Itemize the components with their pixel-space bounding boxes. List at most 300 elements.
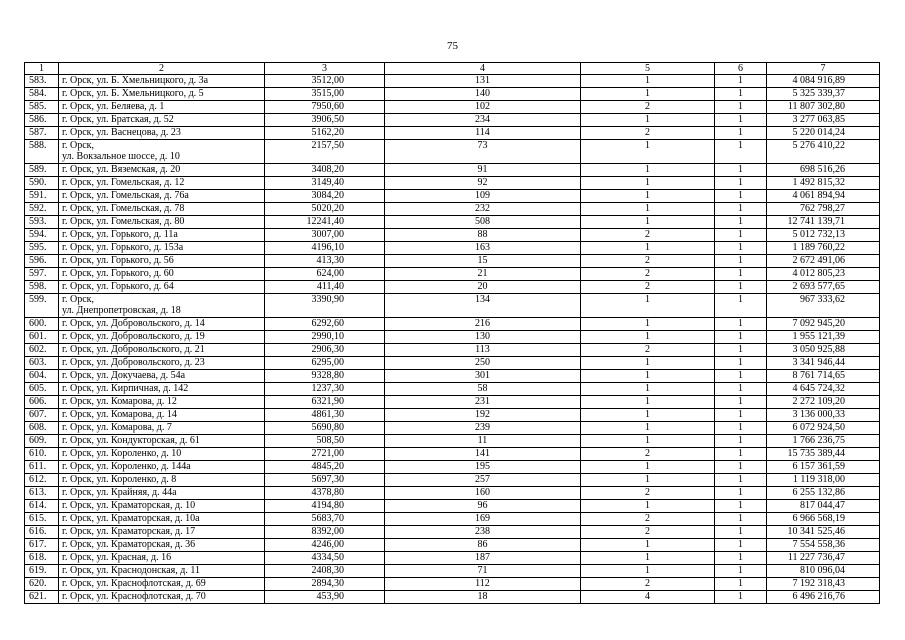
cost-cell: 1 119 318,00 xyxy=(767,474,880,487)
table-row xyxy=(25,294,880,318)
cost-cell: 6 966 568,19 xyxy=(767,513,880,526)
table-row xyxy=(25,190,880,203)
address-cell: г. Орск, ул. Крайняя, д. 44а xyxy=(59,487,265,500)
residents-cell: 250 xyxy=(385,357,581,370)
table-row xyxy=(25,461,880,474)
table-row xyxy=(25,75,880,88)
row-number: 619. xyxy=(25,565,59,578)
row-number: 613. xyxy=(25,487,59,500)
col6-cell: 1 xyxy=(715,409,767,422)
address-cell: г. Орск, ул. Беляева, д. 1 xyxy=(59,101,265,114)
table-row xyxy=(25,448,880,461)
col6-cell: 1 xyxy=(715,526,767,539)
table-row xyxy=(25,565,880,578)
address-cell: г. Орск, ул. Добровольского, д. 14 xyxy=(59,318,265,331)
col6-cell: 1 xyxy=(715,140,767,164)
col6-cell: 1 xyxy=(715,216,767,229)
col5-cell: 1 xyxy=(581,140,715,164)
col5-cell: 2 xyxy=(581,268,715,281)
residents-cell: 140 xyxy=(385,88,581,101)
residents-cell: 58 xyxy=(385,383,581,396)
table-row xyxy=(25,578,880,591)
col5-cell: 1 xyxy=(581,164,715,177)
area-cell: 2408,30 xyxy=(265,565,385,578)
table-row xyxy=(25,140,880,164)
table-row xyxy=(25,101,880,114)
col5-cell: 1 xyxy=(581,177,715,190)
table-row xyxy=(25,591,880,604)
column-header: 1 xyxy=(25,63,59,75)
area-cell: 8392,00 xyxy=(265,526,385,539)
residents-cell: 114 xyxy=(385,127,581,140)
area-cell: 3512,00 xyxy=(265,75,385,88)
col5-cell: 1 xyxy=(581,422,715,435)
address-cell: г. Орск, ул. Гомельская, д. 12 xyxy=(59,177,265,190)
table-row xyxy=(25,255,880,268)
column-header: 4 xyxy=(385,63,581,75)
cost-cell: 2 672 491,06 xyxy=(767,255,880,268)
cost-cell: 8 761 714,65 xyxy=(767,370,880,383)
cost-cell: 7 092 945,20 xyxy=(767,318,880,331)
col6-cell: 1 xyxy=(715,164,767,177)
row-number: 595. xyxy=(25,242,59,255)
col5-cell: 1 xyxy=(581,539,715,552)
table-row xyxy=(25,370,880,383)
col5-cell: 1 xyxy=(581,114,715,127)
cost-cell: 3 136 000,33 xyxy=(767,409,880,422)
cost-cell: 3 050 925,88 xyxy=(767,344,880,357)
residents-cell: 134 xyxy=(385,294,581,318)
cost-cell: 6 255 132,86 xyxy=(767,487,880,500)
row-number: 587. xyxy=(25,127,59,140)
residents-cell: 234 xyxy=(385,114,581,127)
col6-cell: 1 xyxy=(715,318,767,331)
registry-table xyxy=(24,62,880,604)
residents-cell: 301 xyxy=(385,370,581,383)
row-number: 597. xyxy=(25,268,59,281)
col5-cell: 1 xyxy=(581,242,715,255)
page-number: 75 xyxy=(447,40,458,52)
address-cell: г. Орск, ул. Добровольского, д. 21 xyxy=(59,344,265,357)
row-number: 596. xyxy=(25,255,59,268)
area-cell: 6321,90 xyxy=(265,396,385,409)
row-number: 617. xyxy=(25,539,59,552)
row-number: 604. xyxy=(25,370,59,383)
cost-cell: 11 807 302,80 xyxy=(767,101,880,114)
col6-cell: 1 xyxy=(715,461,767,474)
residents-cell: 20 xyxy=(385,281,581,294)
col5-cell: 1 xyxy=(581,500,715,513)
table-row xyxy=(25,127,880,140)
col6-cell: 1 xyxy=(715,344,767,357)
table-row xyxy=(25,396,880,409)
col5-cell: 1 xyxy=(581,203,715,216)
cost-cell: 5 012 732,13 xyxy=(767,229,880,242)
table-row xyxy=(25,203,880,216)
col5-cell: 2 xyxy=(581,487,715,500)
row-number: 608. xyxy=(25,422,59,435)
cost-cell: 817 044,47 xyxy=(767,500,880,513)
area-cell: 508,50 xyxy=(265,435,385,448)
area-cell: 453,90 xyxy=(265,591,385,604)
col6-cell: 1 xyxy=(715,255,767,268)
row-number: 611. xyxy=(25,461,59,474)
table-row xyxy=(25,318,880,331)
area-cell: 2990,10 xyxy=(265,331,385,344)
area-cell: 5020,20 xyxy=(265,203,385,216)
col6-cell: 1 xyxy=(715,565,767,578)
table-row xyxy=(25,487,880,500)
area-cell: 4246,00 xyxy=(265,539,385,552)
col5-cell: 1 xyxy=(581,383,715,396)
col6-cell: 1 xyxy=(715,396,767,409)
table-row xyxy=(25,552,880,565)
area-cell: 9328,80 xyxy=(265,370,385,383)
residents-cell: 160 xyxy=(385,487,581,500)
area-cell: 4334,50 xyxy=(265,552,385,565)
row-number: 621. xyxy=(25,591,59,604)
residents-cell: 195 xyxy=(385,461,581,474)
col6-cell: 1 xyxy=(715,383,767,396)
row-number: 601. xyxy=(25,331,59,344)
col6-cell: 1 xyxy=(715,591,767,604)
residents-cell: 113 xyxy=(385,344,581,357)
cost-cell: 10 341 525,46 xyxy=(767,526,880,539)
table-row xyxy=(25,114,880,127)
address-cell: г. Орск, ул. Комарова, д. 14 xyxy=(59,409,265,422)
cost-cell: 4 084 916,89 xyxy=(767,75,880,88)
column-header: 6 xyxy=(715,63,767,75)
col5-cell: 2 xyxy=(581,526,715,539)
cost-cell: 4 645 724,32 xyxy=(767,383,880,396)
residents-cell: 131 xyxy=(385,75,581,88)
column-header: 2 xyxy=(59,63,265,75)
col6-cell: 1 xyxy=(715,114,767,127)
table-row xyxy=(25,357,880,370)
cost-cell: 7 554 558,36 xyxy=(767,539,880,552)
residents-cell: 86 xyxy=(385,539,581,552)
col5-cell: 2 xyxy=(581,448,715,461)
address-cell: г. Орск, ул. Горького, д. 60 xyxy=(59,268,265,281)
col5-cell: 4 xyxy=(581,591,715,604)
area-cell: 4861,30 xyxy=(265,409,385,422)
address-cell: г. Орск, ул. Гомельская, д. 78 xyxy=(59,203,265,216)
col5-cell: 2 xyxy=(581,513,715,526)
area-cell: 4378,80 xyxy=(265,487,385,500)
cost-cell: 6 157 361,59 xyxy=(767,461,880,474)
address-cell: г. Орск, ул. Горького, д. 64 xyxy=(59,281,265,294)
cost-cell: 6 496 216,76 xyxy=(767,591,880,604)
residents-cell: 238 xyxy=(385,526,581,539)
col5-cell: 1 xyxy=(581,461,715,474)
cost-cell: 5 220 014,24 xyxy=(767,127,880,140)
col5-cell: 2 xyxy=(581,255,715,268)
residents-cell: 239 xyxy=(385,422,581,435)
column-header: 5 xyxy=(581,63,715,75)
col6-cell: 1 xyxy=(715,357,767,370)
table-row xyxy=(25,344,880,357)
row-number: 610. xyxy=(25,448,59,461)
table-row xyxy=(25,422,880,435)
address-cell: г. Орск, ул. Гомельская, д. 80 xyxy=(59,216,265,229)
residents-cell: 169 xyxy=(385,513,581,526)
row-number: 593. xyxy=(25,216,59,229)
row-number: 600. xyxy=(25,318,59,331)
cost-cell: 967 333,62 xyxy=(767,294,880,318)
cost-cell: 15 735 389,44 xyxy=(767,448,880,461)
table-row xyxy=(25,229,880,242)
col6-cell: 1 xyxy=(715,487,767,500)
col6-cell: 1 xyxy=(715,422,767,435)
residents-cell: 257 xyxy=(385,474,581,487)
col6-cell: 1 xyxy=(715,281,767,294)
row-number: 588. xyxy=(25,140,59,164)
row-number: 590. xyxy=(25,177,59,190)
cost-cell: 12 741 139,71 xyxy=(767,216,880,229)
address-cell: г. Орск, ул. Гомельская, д. 76а xyxy=(59,190,265,203)
residents-cell: 71 xyxy=(385,565,581,578)
col6-cell: 1 xyxy=(715,177,767,190)
address-cell: г. Орск, ул. Добровольского, д. 23 xyxy=(59,357,265,370)
row-number: 602. xyxy=(25,344,59,357)
area-cell: 2906,30 xyxy=(265,344,385,357)
address-cell: г. Орск, ул. Краматорская, д. 36 xyxy=(59,539,265,552)
cost-cell: 3 277 063,85 xyxy=(767,114,880,127)
residents-cell: 112 xyxy=(385,578,581,591)
address-cell: г. Орск, ул. Вокзальное шоссе, д. 10 xyxy=(59,140,265,164)
area-cell: 5697,30 xyxy=(265,474,385,487)
address-cell: г. Орск, ул. Вяземская, д. 20 xyxy=(59,164,265,177)
address-cell: г. Орск, ул. Докучаева, д. 54а xyxy=(59,370,265,383)
table-row xyxy=(25,435,880,448)
col6-cell: 1 xyxy=(715,101,767,114)
residents-cell: 11 xyxy=(385,435,581,448)
row-number: 583. xyxy=(25,75,59,88)
area-cell: 413,30 xyxy=(265,255,385,268)
col5-cell: 1 xyxy=(581,552,715,565)
table-row xyxy=(25,281,880,294)
cost-cell: 1 189 760,22 xyxy=(767,242,880,255)
table-row xyxy=(25,88,880,101)
table-row xyxy=(25,409,880,422)
col5-cell: 1 xyxy=(581,75,715,88)
row-number: 599. xyxy=(25,294,59,318)
table-row xyxy=(25,242,880,255)
row-number: 612. xyxy=(25,474,59,487)
area-cell: 1237,30 xyxy=(265,383,385,396)
area-cell: 3084,20 xyxy=(265,190,385,203)
col6-cell: 1 xyxy=(715,242,767,255)
address-cell: г. Орск, ул. Краматорская, д. 10а xyxy=(59,513,265,526)
col5-cell: 2 xyxy=(581,101,715,114)
address-cell: г. Орск, ул. Добровольского, д. 19 xyxy=(59,331,265,344)
col5-cell: 1 xyxy=(581,409,715,422)
col6-cell: 1 xyxy=(715,331,767,344)
table-row xyxy=(25,539,880,552)
address-cell: г. Орск, ул. Короленко, д. 8 xyxy=(59,474,265,487)
row-number: 594. xyxy=(25,229,59,242)
row-number: 586. xyxy=(25,114,59,127)
area-cell: 3007,00 xyxy=(265,229,385,242)
address-cell: г. Орск, ул. Горького, д. 11а xyxy=(59,229,265,242)
row-number: 603. xyxy=(25,357,59,370)
area-cell: 2894,30 xyxy=(265,578,385,591)
row-number: 598. xyxy=(25,281,59,294)
row-number: 616. xyxy=(25,526,59,539)
row-number: 584. xyxy=(25,88,59,101)
residents-cell: 192 xyxy=(385,409,581,422)
residents-cell: 508 xyxy=(385,216,581,229)
area-cell: 3906,50 xyxy=(265,114,385,127)
column-header: 3 xyxy=(265,63,385,75)
table-row xyxy=(25,164,880,177)
col5-cell: 2 xyxy=(581,127,715,140)
header-row xyxy=(25,63,880,75)
row-number: 592. xyxy=(25,203,59,216)
col6-cell: 1 xyxy=(715,88,767,101)
residents-cell: 187 xyxy=(385,552,581,565)
area-cell: 3515,00 xyxy=(265,88,385,101)
col6-cell: 1 xyxy=(715,370,767,383)
residents-cell: 231 xyxy=(385,396,581,409)
residents-cell: 96 xyxy=(385,500,581,513)
area-cell: 2721,00 xyxy=(265,448,385,461)
area-cell: 5162,20 xyxy=(265,127,385,140)
area-cell: 2157,50 xyxy=(265,140,385,164)
col6-cell: 1 xyxy=(715,127,767,140)
col6-cell: 1 xyxy=(715,229,767,242)
col6-cell: 1 xyxy=(715,268,767,281)
col6-cell: 1 xyxy=(715,539,767,552)
cost-cell: 11 227 736,47 xyxy=(767,552,880,565)
col5-cell: 2 xyxy=(581,578,715,591)
residents-cell: 109 xyxy=(385,190,581,203)
row-number: 606. xyxy=(25,396,59,409)
address-cell: г. Орск, ул. Краснофлотская, д. 69 xyxy=(59,578,265,591)
table-row xyxy=(25,513,880,526)
col5-cell: 1 xyxy=(581,565,715,578)
cost-cell: 762 798,27 xyxy=(767,203,880,216)
table-row xyxy=(25,526,880,539)
address-cell: г. Орск, ул. Васнецова, д. 23 xyxy=(59,127,265,140)
col6-cell: 1 xyxy=(715,552,767,565)
area-cell: 4196,10 xyxy=(265,242,385,255)
cost-cell: 698 516,26 xyxy=(767,164,880,177)
col5-cell: 1 xyxy=(581,435,715,448)
area-cell: 6292,60 xyxy=(265,318,385,331)
col6-cell: 1 xyxy=(715,203,767,216)
area-cell: 3149,40 xyxy=(265,177,385,190)
address-cell: г. Орск, ул. Горького, д. 153а xyxy=(59,242,265,255)
table-row xyxy=(25,500,880,513)
cost-cell: 5 276 410,22 xyxy=(767,140,880,164)
address-cell: г. Орск, ул. Краматорская, д. 17 xyxy=(59,526,265,539)
cost-cell: 6 072 924,50 xyxy=(767,422,880,435)
residents-cell: 216 xyxy=(385,318,581,331)
cost-cell: 1 766 236,75 xyxy=(767,435,880,448)
col6-cell: 1 xyxy=(715,500,767,513)
address-cell: г. Орск, ул. Короленко, д. 144а xyxy=(59,461,265,474)
area-cell: 4194,80 xyxy=(265,500,385,513)
col5-cell: 1 xyxy=(581,294,715,318)
row-number: 618. xyxy=(25,552,59,565)
row-number: 607. xyxy=(25,409,59,422)
table-row xyxy=(25,268,880,281)
cost-cell: 810 096,04 xyxy=(767,565,880,578)
residents-cell: 92 xyxy=(385,177,581,190)
address-cell: г. Орск, ул. Краснофлотская, д. 70 xyxy=(59,591,265,604)
col5-cell: 1 xyxy=(581,331,715,344)
row-number: 615. xyxy=(25,513,59,526)
col6-cell: 1 xyxy=(715,435,767,448)
residents-cell: 102 xyxy=(385,101,581,114)
address-cell: г. Орск, ул. Горького, д. 56 xyxy=(59,255,265,268)
row-number: 620. xyxy=(25,578,59,591)
row-number: 589. xyxy=(25,164,59,177)
residents-cell: 21 xyxy=(385,268,581,281)
address-cell: г. Орск, ул. Краснодонская, д. 11 xyxy=(59,565,265,578)
address-cell: г. Орск, ул. Комарова, д. 7 xyxy=(59,422,265,435)
cost-cell: 7 192 318,43 xyxy=(767,578,880,591)
cost-cell: 4 012 805,23 xyxy=(767,268,880,281)
row-number: 609. xyxy=(25,435,59,448)
col5-cell: 1 xyxy=(581,474,715,487)
residents-cell: 163 xyxy=(385,242,581,255)
area-cell: 3390,90 xyxy=(265,294,385,318)
residents-cell: 15 xyxy=(385,255,581,268)
col5-cell: 1 xyxy=(581,318,715,331)
col6-cell: 1 xyxy=(715,448,767,461)
col5-cell: 2 xyxy=(581,281,715,294)
cost-cell: 1 955 121,39 xyxy=(767,331,880,344)
col6-cell: 1 xyxy=(715,474,767,487)
address-cell: г. Орск, ул. Б. Хмельницкого, д. 5 xyxy=(59,88,265,101)
area-cell: 5690,80 xyxy=(265,422,385,435)
table-row xyxy=(25,177,880,190)
cost-cell: 4 061 894,94 xyxy=(767,190,880,203)
area-cell: 12241,40 xyxy=(265,216,385,229)
address-cell: г. Орск, ул. Кирпичная, д. 142 xyxy=(59,383,265,396)
col6-cell: 1 xyxy=(715,294,767,318)
area-cell: 3408,20 xyxy=(265,164,385,177)
area-cell: 4845,20 xyxy=(265,461,385,474)
residents-cell: 73 xyxy=(385,140,581,164)
row-number: 585. xyxy=(25,101,59,114)
area-cell: 624,00 xyxy=(265,268,385,281)
residents-cell: 130 xyxy=(385,331,581,344)
table-row xyxy=(25,216,880,229)
cost-cell: 5 325 339,37 xyxy=(767,88,880,101)
cost-cell: 2 272 109,20 xyxy=(767,396,880,409)
area-cell: 7950,60 xyxy=(265,101,385,114)
address-cell: г. Орск, ул. Кондукторская, д. 61 xyxy=(59,435,265,448)
address-cell: г. Орск, ул. Днепропетровская, д. 18 xyxy=(59,294,265,318)
address-cell: г. Орск, ул. Красная, д. 16 xyxy=(59,552,265,565)
table-row xyxy=(25,331,880,344)
col5-cell: 1 xyxy=(581,357,715,370)
row-number: 614. xyxy=(25,500,59,513)
area-cell: 5683,70 xyxy=(265,513,385,526)
col6-cell: 1 xyxy=(715,190,767,203)
row-number: 591. xyxy=(25,190,59,203)
residents-cell: 88 xyxy=(385,229,581,242)
residents-cell: 232 xyxy=(385,203,581,216)
col5-cell: 1 xyxy=(581,396,715,409)
col5-cell: 2 xyxy=(581,229,715,242)
residents-cell: 18 xyxy=(385,591,581,604)
col5-cell: 2 xyxy=(581,344,715,357)
table-row xyxy=(25,383,880,396)
